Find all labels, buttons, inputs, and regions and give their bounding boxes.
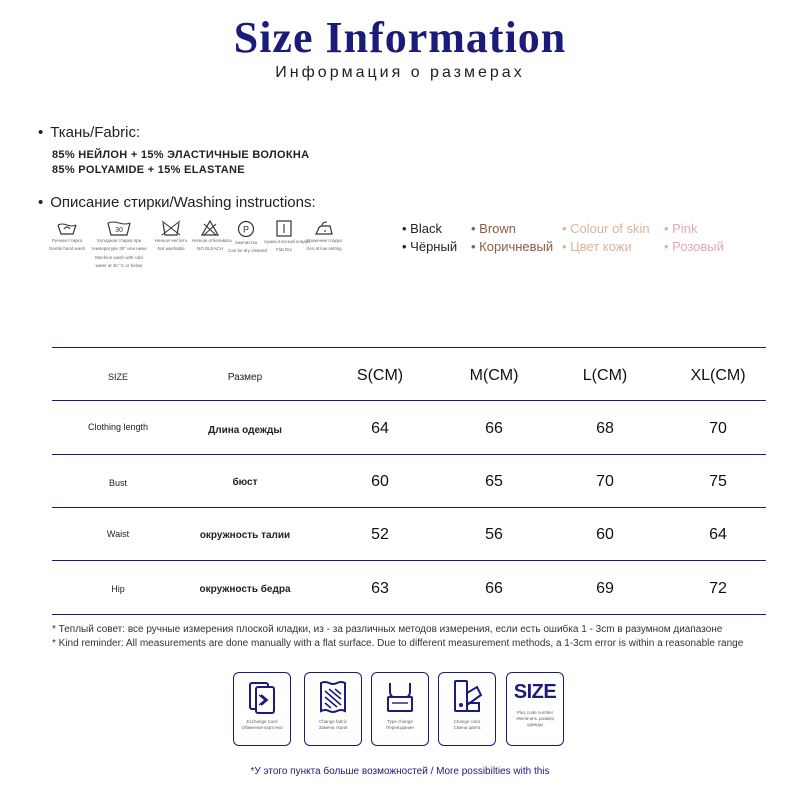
row-label-ru: окружность талии xyxy=(199,530,291,541)
table-cell: 60 xyxy=(596,526,614,543)
wash-temp-label: 30 xyxy=(115,227,123,234)
color-name: • Цвет кожи xyxy=(562,239,632,254)
color-name: • Чёрный xyxy=(402,239,457,254)
table-cell: 66 xyxy=(485,420,503,437)
row-label-en: Waist xyxy=(106,529,130,539)
footer-note: *У этого пункта больше возможностей / More possibilties with this xyxy=(250,766,550,777)
color-option xyxy=(471,239,553,254)
wash-instruction xyxy=(48,220,86,252)
table-header-col: L(CM) xyxy=(582,367,628,384)
table-divider xyxy=(52,614,766,615)
wash-caption-ru: Нельзя отбеливать xyxy=(192,238,232,243)
wash-caption-en: Gentle hand wash xyxy=(48,246,86,251)
type-change-icon xyxy=(380,677,420,717)
machine-wash-30-icon xyxy=(106,220,132,236)
color-name: • Brown xyxy=(471,221,516,236)
table-cell: 70 xyxy=(596,473,614,490)
table-cell: 75 xyxy=(709,473,727,490)
wash-instruction xyxy=(304,220,344,252)
table-cell: 64 xyxy=(709,526,727,543)
measurement-note-en: * Kind reminder: All measurements are done manually with a flat surface. Due to different measurement methods, a 1-3cm error is within a reasonable range xyxy=(52,638,744,649)
hand-wash-icon xyxy=(56,220,78,236)
table-cell: 69 xyxy=(596,580,614,597)
color-name: • Розовый xyxy=(664,239,724,254)
wash-caption-en: Flat Dry xyxy=(276,247,292,252)
table-header-size: SIZE xyxy=(107,372,128,382)
wash-caption-en: Iron at low setting xyxy=(306,246,342,251)
table-divider xyxy=(52,560,766,561)
table-cell: 63 xyxy=(371,580,389,597)
service-caption-en: Change color xyxy=(453,719,481,724)
wash-caption-ru: Утюжение гладко xyxy=(305,238,343,243)
color-option xyxy=(562,239,632,254)
color-option xyxy=(664,221,697,236)
color-option xyxy=(562,221,650,236)
fabric-heading: • Ткань/Fabric: xyxy=(38,124,140,141)
flat-dry-icon xyxy=(276,220,292,237)
service-caption-ru: Обменная карточка xyxy=(241,725,283,730)
row-label-ru: бюст xyxy=(232,477,258,488)
table-cell: 60 xyxy=(371,473,389,490)
wash-instruction xyxy=(152,220,190,252)
table-cell: 65 xyxy=(485,473,503,490)
service-caption-ru: одежды xyxy=(526,722,544,727)
wash-caption-en: Machine wash with cold xyxy=(95,255,143,260)
service-card-color xyxy=(438,672,496,746)
table-cell: 64 xyxy=(371,420,389,437)
table-divider xyxy=(52,454,766,455)
service-caption-en: Plus code number xyxy=(516,710,554,715)
service-caption-ru: Переиздание xyxy=(386,725,414,730)
service-caption-en: Change fabric xyxy=(318,719,348,724)
table-divider xyxy=(52,347,766,348)
table-divider xyxy=(52,400,766,401)
table-header-size-ru: Размер xyxy=(227,372,263,383)
wash-instruction xyxy=(192,220,232,252)
wash-caption-ru: сушка плоской кладки xyxy=(264,239,311,244)
service-caption-en: Type change xyxy=(387,719,413,724)
color-option xyxy=(664,239,724,254)
table-cell: 52 xyxy=(371,526,389,543)
measurement-note-ru: * Теплый совет: все ручные измерения плоской кладки, из - за различных методов измерения, если есть ошибка 1 - 3cm в разумном диапазоне xyxy=(52,624,723,635)
washing-heading: • Описание стирки/Washing instructions: xyxy=(38,194,316,211)
table-divider xyxy=(52,507,766,508)
table-header-col: XL(CM) xyxy=(690,367,746,384)
wash-caption-ru: Химчистка xyxy=(234,240,258,245)
change-color-icon xyxy=(447,677,487,717)
wash-caption-ru: Ручная стирка xyxy=(51,238,83,243)
wash-caption-ru: температуре 30° или ниже xyxy=(91,246,147,251)
service-caption-ru: Увеличить размер xyxy=(515,716,555,721)
wash-caption-ru: Нельзя чистить xyxy=(154,238,188,243)
color-option xyxy=(402,239,457,254)
table-header-col: S(CM) xyxy=(356,367,404,384)
wash-caption-en: NO BLEACH xyxy=(196,246,223,251)
service-caption-ru: Смена цвета xyxy=(453,725,481,730)
color-name: • Коричневый xyxy=(471,239,553,254)
wash-caption-en: water at 30 °C or below xyxy=(95,263,143,268)
table-header-col: M(CM) xyxy=(469,367,519,384)
fabric-composition-en: 85% POLYAMIDE + 15% ELASTANE xyxy=(52,164,245,176)
table-cell: 56 xyxy=(485,526,503,543)
row-label-en: Clothing length xyxy=(87,422,149,432)
wash-caption-en: Not washable xyxy=(157,246,185,251)
color-option xyxy=(402,221,442,236)
service-caption-en: Exchange Card xyxy=(246,719,278,724)
color-name: • Colour of skin xyxy=(562,221,650,236)
page-title: Size Information xyxy=(233,13,567,62)
service-card-size xyxy=(506,672,564,746)
dry-clean-label: P xyxy=(242,224,250,235)
service-card-type xyxy=(371,672,429,746)
row-label-ru: окружность бедра xyxy=(199,584,291,595)
service-card-exchange xyxy=(233,672,291,746)
dry-clean-icon xyxy=(237,220,255,238)
no-bleach-icon xyxy=(201,220,219,236)
row-label-en: Bust xyxy=(108,478,127,488)
table-cell: 70 xyxy=(709,420,727,437)
no-wring-icon xyxy=(161,220,181,236)
color-name: • Pink xyxy=(664,221,697,236)
low-iron-icon xyxy=(314,220,334,236)
size-icon: SIZE xyxy=(513,681,557,703)
change-fabric-icon xyxy=(313,677,353,717)
wash-caption-en: Can be dry cleaned xyxy=(228,248,268,253)
row-label-ru: Длина одежды xyxy=(208,425,282,436)
wash-instruction xyxy=(264,220,311,253)
wash-caption-ru: Холодная стирка при xyxy=(96,238,142,243)
service-caption-ru: Замена ткани xyxy=(318,725,348,730)
table-cell: 68 xyxy=(596,420,614,437)
fabric-composition-ru: 85% НЕЙЛОН + 15% ЭЛАСТИЧНЫЕ ВОЛОКНА xyxy=(52,149,310,161)
row-label-en: Hip xyxy=(111,584,125,594)
service-card-fabric xyxy=(304,672,362,746)
wash-instruction xyxy=(90,220,148,269)
table-cell: 66 xyxy=(485,580,503,597)
color-name: • Black xyxy=(402,221,442,236)
color-option xyxy=(471,221,516,236)
page-subtitle: Информация о размерах xyxy=(275,64,525,81)
table-cell: 72 xyxy=(709,580,727,597)
exchange-card-icon xyxy=(242,677,282,717)
wash-instruction xyxy=(228,220,268,254)
